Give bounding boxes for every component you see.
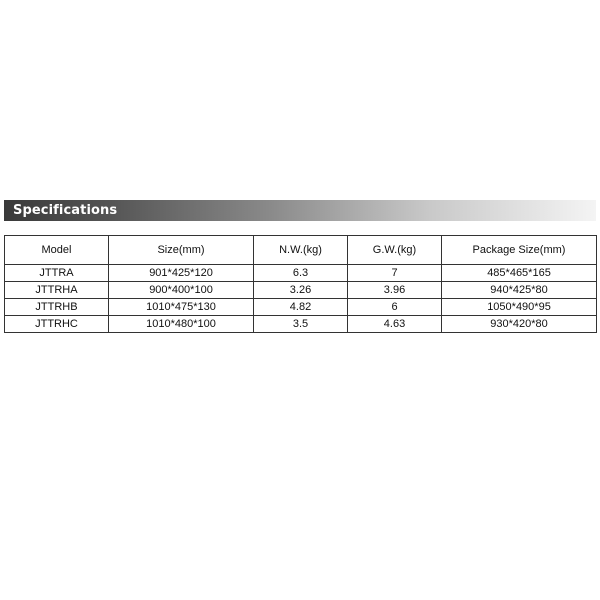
cell-size: 901*425*120 <box>109 265 254 282</box>
table-row <box>5 282 597 299</box>
column-header-net-weight: N.W.(kg) <box>254 236 348 265</box>
cell-net-weight: 4.82 <box>254 299 348 316</box>
cell-size: 1010*475*130 <box>109 299 254 316</box>
table-row <box>5 299 597 316</box>
cell-gross-weight: 3.96 <box>348 282 442 299</box>
column-header-package-size: Package Size(mm) <box>442 236 597 265</box>
cell-package-size: 1050*490*95 <box>442 299 597 316</box>
cell-gross-weight: 7 <box>348 265 442 282</box>
table-row <box>5 265 597 282</box>
column-header-model: Model <box>5 236 109 265</box>
specifications-header-bar <box>4 200 596 221</box>
cell-net-weight: 3.26 <box>254 282 348 299</box>
cell-package-size: 930*420*80 <box>442 316 597 333</box>
cell-model: JTTRHB <box>5 299 109 316</box>
section-title: Specifications <box>13 203 118 218</box>
table-header-row <box>5 236 597 265</box>
cell-gross-weight: 6 <box>348 299 442 316</box>
cell-size: 900*400*100 <box>109 282 254 299</box>
cell-model: JTTRHC <box>5 316 109 333</box>
cell-model: JTTRHA <box>5 282 109 299</box>
cell-net-weight: 6.3 <box>254 265 348 282</box>
cell-net-weight: 3.5 <box>254 316 348 333</box>
table-row <box>5 316 597 333</box>
cell-model: JTTRA <box>5 265 109 282</box>
cell-gross-weight: 4.63 <box>348 316 442 333</box>
column-header-size: Size(mm) <box>109 236 254 265</box>
cell-package-size: 485*465*165 <box>442 265 597 282</box>
cell-package-size: 940*425*80 <box>442 282 597 299</box>
cell-size: 1010*480*100 <box>109 316 254 333</box>
column-header-gross-weight: G.W.(kg) <box>348 236 442 265</box>
specifications-table <box>4 235 597 333</box>
